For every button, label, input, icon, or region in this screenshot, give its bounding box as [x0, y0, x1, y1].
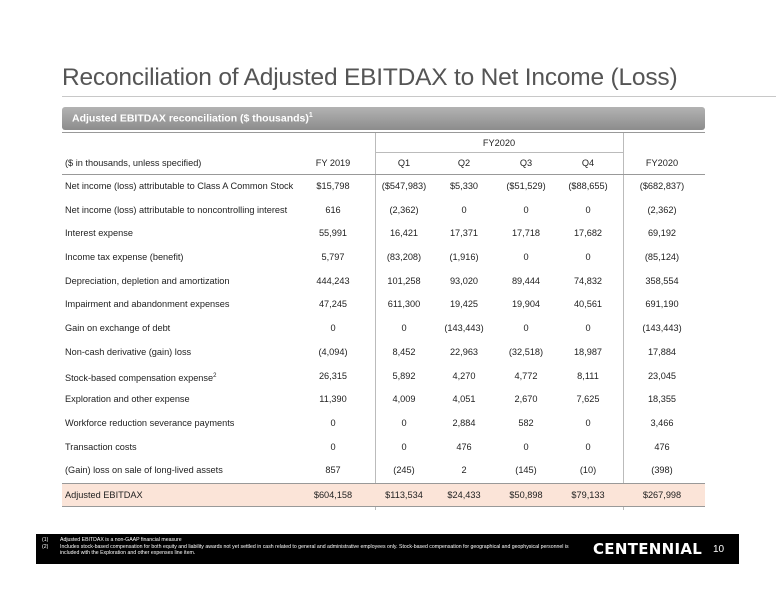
table-cell: 3,466: [650, 417, 674, 428]
table-cell: 691,190: [645, 299, 679, 310]
row-label-text: Workforce reduction severance payments: [65, 417, 235, 428]
row-label-text: Adjusted EBITDAX: [65, 489, 143, 500]
table-header-bar: [62, 107, 705, 130]
row-label-text: Interest expense: [65, 228, 133, 239]
table-cell: 26,315: [318, 370, 348, 381]
table-cell: $113,534: [385, 489, 423, 500]
table-cell: 11,390: [319, 394, 347, 405]
table-cell: ($547,983): [381, 181, 427, 191]
table-cell: 17,718: [511, 228, 541, 239]
table-cell: $50,898: [509, 489, 543, 500]
row-label: [65, 341, 191, 365]
table-cell: 89,444: [511, 275, 541, 286]
row-label: [65, 270, 229, 294]
table-row: [62, 199, 705, 223]
table-cell: (32,518): [508, 346, 544, 357]
table-cell: 7,625: [576, 394, 600, 405]
table-row: [62, 222, 705, 246]
table-body: [62, 175, 705, 507]
column-header: FY 2019: [315, 158, 351, 168]
table-row: [62, 436, 705, 460]
table-cell: $5,330: [449, 181, 479, 191]
table-cell: 74,832: [573, 275, 603, 286]
table-header-label: [72, 112, 313, 125]
table-row: [62, 317, 705, 341]
footer-bar: [36, 534, 739, 564]
table-cell: 0: [523, 441, 529, 452]
table-cell: 4,051: [452, 394, 476, 405]
table-cell: (143,443): [444, 323, 484, 334]
row-label: [65, 317, 170, 341]
row-label: [65, 293, 229, 317]
table-cell: 0: [523, 204, 529, 215]
table-cell: 358,554: [645, 275, 679, 286]
row-label: [65, 388, 190, 412]
table-cell: (10): [579, 465, 597, 476]
table-cell: 0: [585, 252, 591, 263]
fy2020-group-label: FY2020: [482, 138, 516, 148]
table-cell: 17,371: [449, 228, 479, 239]
row-label-text: Exploration and other expense: [65, 394, 190, 405]
table-cell: (85,124): [644, 252, 680, 263]
table-cell: 8,111: [577, 370, 599, 381]
table-cell: 0: [585, 323, 591, 334]
table-cell: 0: [401, 417, 407, 428]
table-row: [62, 175, 705, 199]
table-cell: 611,300: [387, 299, 421, 310]
table-cell: (4,094): [318, 346, 348, 357]
table-cell: (2,362): [389, 204, 419, 215]
table-cell: (143,443): [642, 323, 682, 334]
row-label: [65, 246, 183, 270]
table-cell: 19,904: [511, 299, 541, 310]
column-header: Q3: [519, 158, 533, 168]
title-divider: [62, 96, 776, 97]
table-row: [62, 412, 705, 436]
table-cell: 18,987: [573, 346, 603, 357]
table-cell: ($88,655): [568, 181, 608, 191]
table-cell: $79,133: [571, 489, 605, 500]
table-cell: 616: [325, 204, 341, 215]
row-label: [65, 484, 143, 506]
row-label-text: Depreciation, depletion and amortization: [65, 275, 230, 286]
table-cell: 4,009: [392, 394, 416, 405]
table-cell: 5,797: [321, 252, 345, 263]
column-header-row: [62, 152, 705, 174]
column-header: Q2: [457, 158, 471, 168]
table-cell: 582: [518, 417, 534, 428]
table-cell: 0: [585, 441, 591, 452]
row-label: [65, 175, 293, 199]
table-cell: 857: [325, 465, 341, 476]
table-row: [62, 270, 705, 294]
row-label: [65, 436, 137, 460]
table-cell: (398): [651, 465, 673, 476]
table-cell: 4,772: [514, 370, 538, 381]
table-cell: 0: [523, 323, 529, 334]
table-cell: $267,998: [642, 489, 682, 500]
table-row: [62, 246, 705, 270]
row-label: [65, 412, 234, 436]
table-cell: 17,884: [647, 346, 677, 357]
table-cell: (245): [393, 465, 415, 476]
table-cell: 40,561: [573, 299, 603, 310]
table-row: [62, 388, 705, 412]
table-cell: 476: [456, 441, 472, 452]
row-label: [65, 459, 223, 483]
table-cell: 0: [585, 204, 591, 215]
table-cell: 476: [654, 441, 670, 452]
table-cell: 0: [330, 417, 336, 428]
table-header-sup: 1: [308, 112, 313, 119]
table-cell: 444,243: [316, 275, 350, 286]
table-cell: 69,192: [647, 228, 677, 239]
row-label-text: Gain on exchange of debt: [65, 323, 171, 334]
table-cell: $24,433: [447, 489, 481, 500]
table-cell: 23,045: [647, 370, 677, 381]
row-label-sup: 2: [213, 372, 217, 379]
company-logo: CENTENNIAL: [593, 540, 703, 558]
table-row: [62, 365, 705, 389]
table-cell: (145): [515, 465, 537, 476]
total-row: [62, 483, 705, 507]
table-cell: 0: [401, 323, 407, 334]
fy2020-group-header: [375, 133, 623, 152]
table-cell: ($51,529): [506, 181, 546, 191]
table-header-text: Adjusted EBITDAX reconciliation ($ thousands): [72, 112, 309, 125]
row-label-text: Non-cash derivative (gain) loss: [65, 346, 192, 357]
table-cell: 8,452: [392, 346, 416, 357]
table-cell: 93,020: [449, 275, 479, 286]
page-title: Reconciliation of Adjusted EBITDAX to Net Income (Loss): [62, 64, 678, 91]
column-header: Q4: [581, 158, 595, 168]
row-label: [65, 199, 287, 223]
table-cell: $15,798: [316, 181, 350, 191]
column-header: ($ in thousands, unless specified): [65, 158, 202, 168]
footnote-number: (1): [42, 537, 49, 543]
table-cell: 0: [330, 441, 336, 452]
table-cell: 0: [330, 323, 336, 334]
row-label: [65, 222, 133, 246]
footnote-text: Includes stock-based compensation for both equity and liability awards not yet settled in cash related to general and administrative employees only. Stock-based compensation for geographical and geophysical personnel is included with the Exploration and other expenses line item.: [60, 543, 569, 556]
row-label-text: (Gain) loss on sale of long-lived assets: [65, 465, 223, 476]
table-cell: 2: [461, 465, 467, 476]
row-label-text: Net income (loss) attributable to noncontrolling interest: [65, 204, 288, 215]
row-label-text: Stock-based compensation expense: [65, 372, 214, 383]
page-number: 10: [713, 544, 725, 555]
row-label: [65, 365, 216, 391]
row-label-text: Transaction costs: [65, 441, 137, 452]
table-row: [62, 341, 705, 365]
row-label-text: Impairment and abandonment expenses: [65, 299, 230, 310]
table-cell: 19,425: [449, 299, 479, 310]
table-cell: 18,355: [647, 394, 677, 405]
table-cell: (1,916): [449, 252, 479, 263]
table-cell: 16,421: [389, 228, 419, 239]
table-cell: 17,682: [573, 228, 603, 239]
table-cell: 4,270: [452, 370, 476, 381]
column-header: FY2020: [645, 158, 679, 168]
table-cell: 55,991: [318, 228, 348, 239]
table-cell: 5,892: [392, 370, 416, 381]
table-cell: 2,670: [514, 394, 538, 405]
footnote-text: Adjusted EBITDAX is a non-GAAP financial measure: [60, 537, 182, 543]
row-label-text: Net income (loss) attributable to Class A Common Stock: [65, 181, 294, 191]
row-label-text: Income tax expense (benefit): [65, 252, 184, 263]
table-row: [62, 293, 705, 317]
table-cell: 0: [523, 252, 529, 263]
table-row: [62, 459, 705, 483]
table-cell: (2,362): [647, 204, 677, 215]
footnote-number: (2): [42, 543, 49, 550]
table-cell: ($682,837): [639, 181, 685, 191]
column-header: Q1: [397, 158, 411, 168]
table-cell: 22,963: [449, 346, 479, 357]
table-cell: $604,158: [313, 489, 353, 500]
table-cell: 2,884: [452, 417, 476, 428]
table-cell: 47,245: [318, 299, 348, 310]
table-cell: 0: [585, 417, 591, 428]
table-cell: 101,258: [387, 275, 421, 286]
table-cell: 0: [401, 441, 407, 452]
table-cell: 0: [461, 204, 467, 215]
table-cell: (83,208): [386, 252, 422, 263]
